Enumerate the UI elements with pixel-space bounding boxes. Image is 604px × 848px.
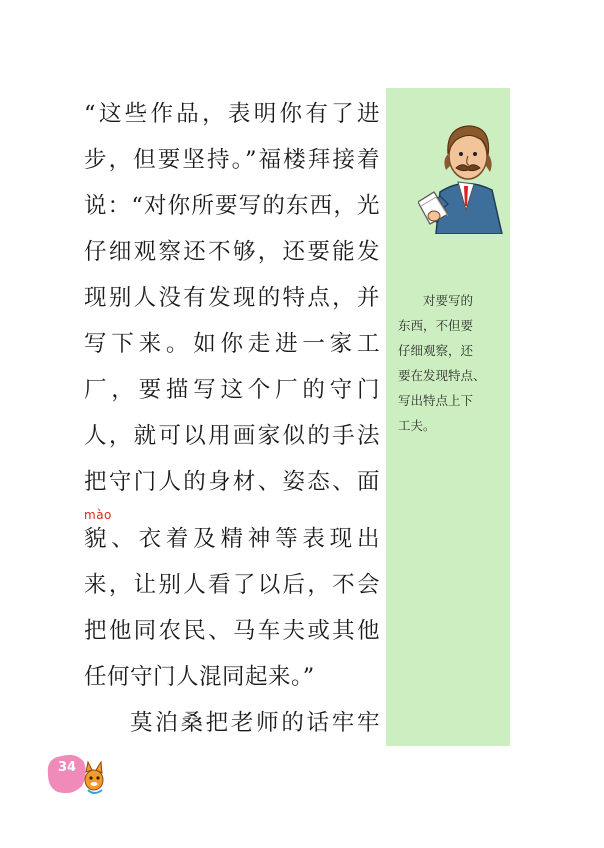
- side-note-line: 仔细观察，还: [398, 343, 474, 358]
- side-note-line: 写出特点上下: [398, 393, 474, 408]
- text-line: 写下来。如你走进一家工: [84, 331, 380, 357]
- cartoon-cat-icon: [85, 762, 103, 793]
- pinyin-annotation: mào: [84, 508, 112, 522]
- text-line: 任何守门人混同起来。”: [84, 664, 315, 690]
- side-note-line: 工夫。: [398, 418, 436, 433]
- text-line: 来，让别人看了以后，不会: [84, 572, 380, 598]
- side-note: [398, 288, 506, 438]
- page-number: 34: [58, 760, 77, 775]
- text-line: 貌、衣着及精神等表现出: [84, 526, 380, 552]
- sidebar-note-panel: [386, 88, 510, 746]
- text-line: 人，就可以用画家似的手法: [84, 423, 380, 449]
- text-line: 现别人没有发现的特点，并: [84, 285, 380, 311]
- text-line: 步，但要坚持。”福楼拜接着: [84, 147, 380, 173]
- text-line: “这些作品，表明你有了进: [84, 101, 380, 127]
- text-line: 把他同农民、马车夫或其他: [84, 618, 380, 644]
- text-line: 仔细观察还不够，还要能发: [84, 239, 380, 265]
- text-line: 说：“对你所要写的东西，光: [84, 193, 380, 219]
- text-line: 厂，要描写这个厂的守门: [84, 377, 380, 403]
- side-note-line: 东西，不但要: [398, 318, 474, 333]
- man-with-papers-illustration: [418, 110, 510, 234]
- text-line: 把守门人的身材、姿态、面: [84, 469, 380, 495]
- side-note-line: 对要写的: [423, 293, 474, 308]
- text-line: 莫泊桑把老师的话牢牢: [130, 710, 380, 736]
- side-note-line: 要在发现特点、: [398, 368, 486, 383]
